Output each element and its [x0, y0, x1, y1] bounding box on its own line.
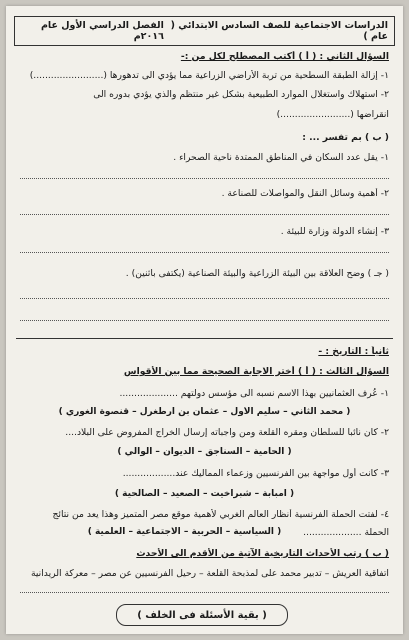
header-subject: الدراسات الاجتماعية للصف السادس الابتدائي ( عام ): [170, 20, 388, 42]
q3-item-4: ٤- لفتت الحملة الفرنسية أنظار العالم الغربي لأهمية موقع مصر المتميز وهذا يعد من نتائج: [52, 509, 389, 520]
part2-title: ثانياً : التاريخ : -: [318, 346, 389, 357]
q3-item-1: ١- عُرف العثمانيين بهذا الاسم نسبه الى مؤسس دولتهم ....................: [119, 388, 389, 399]
q3-choices-2: ( الحامية – السناجق – الديوان – الوالي ): [117, 447, 292, 457]
exam-header: [14, 16, 395, 46]
q3-item-2: ٢- كان نائبا للسلطان ومقره القلعة ومن واجباته إرسال الخراج المفروض على البلاد....: [65, 427, 389, 438]
q2-item-1: ١- إزالة الطبقة السطحية من تربة الأراضي الزراعية مما يؤدي الى تدهورها (........................): [29, 70, 389, 81]
q3-title: السؤال الثالث : ( أ ) أختر الاجابة الصحيحة مما بين الأقواس: [123, 366, 389, 377]
q2-item-2: ٢- استهلاك واستغلال الموارد الطبيعية بشكل غير منتظم والذي يؤدي بدوره الى: [93, 89, 389, 100]
q3-b-title: ( ب ) رتب الأحداث التاريخية الآتية من الأقدم الى الأحدث: [136, 548, 389, 559]
answer-line: [20, 298, 389, 299]
answer-line: [20, 252, 389, 253]
section-divider: [16, 338, 393, 339]
exam-sheet: [6, 6, 403, 634]
q2-title: السؤال الثاني : ( أ ) أكتب المصطلح لكل من :-: [180, 51, 389, 62]
q2-c-title: ( جـ ) وضح العلاقة بين البيئة الزراعية والبيئة الصناعية (يكتفى باثنين) .: [125, 268, 389, 279]
q2-item-3: انقراضها (........................): [276, 109, 389, 120]
q3-choices-1: ( محمد الثاني – سليم الأول – عثمان بن ارطغرل – قنصوة الغوري ): [58, 407, 351, 417]
answer-line: [20, 592, 389, 593]
q3-item-3: ٣- كانت أول مواجهة بين الفرنسيين وزعماء المماليك عند..................: [122, 468, 389, 479]
answer-line: [20, 320, 389, 321]
q3-b-events: اتفاقية العريش – تدبير محمد على لمذبحة القلعة – رحيل الفرنسيين عن مصر – معركة الريدانية: [30, 568, 389, 579]
answer-line: [20, 214, 389, 215]
q2-b-item-3: ٣- إنشاء الدولة وزارة للبيئة .: [280, 226, 389, 237]
q3-item-4-cont: الحملة ....................: [303, 527, 389, 538]
header-term: الفصل الدراسي الأول عام ٢٠١٦م: [40, 20, 164, 42]
q3-choices-4: ( السياسية – الحربية – الاجتماعية – العلمية ): [87, 527, 282, 537]
q2-b-title: ( ب ) بم تفسر ... :: [302, 132, 389, 143]
answer-line: [20, 178, 389, 179]
q3-choices-3: ( امبابة – شبراخيت – الصعيد – الصالحية ): [114, 489, 295, 499]
q2-b-item-2: ٢- أهمية وسائل النقل والمواصلات للصناعة .: [221, 188, 389, 199]
q2-b-item-1: ١- يقل عدد السكان في المناطق الممتدة ناحية الصحراء .: [173, 152, 389, 163]
footer-note: ( بقية الأسئلة فى الخلف ): [116, 604, 288, 626]
